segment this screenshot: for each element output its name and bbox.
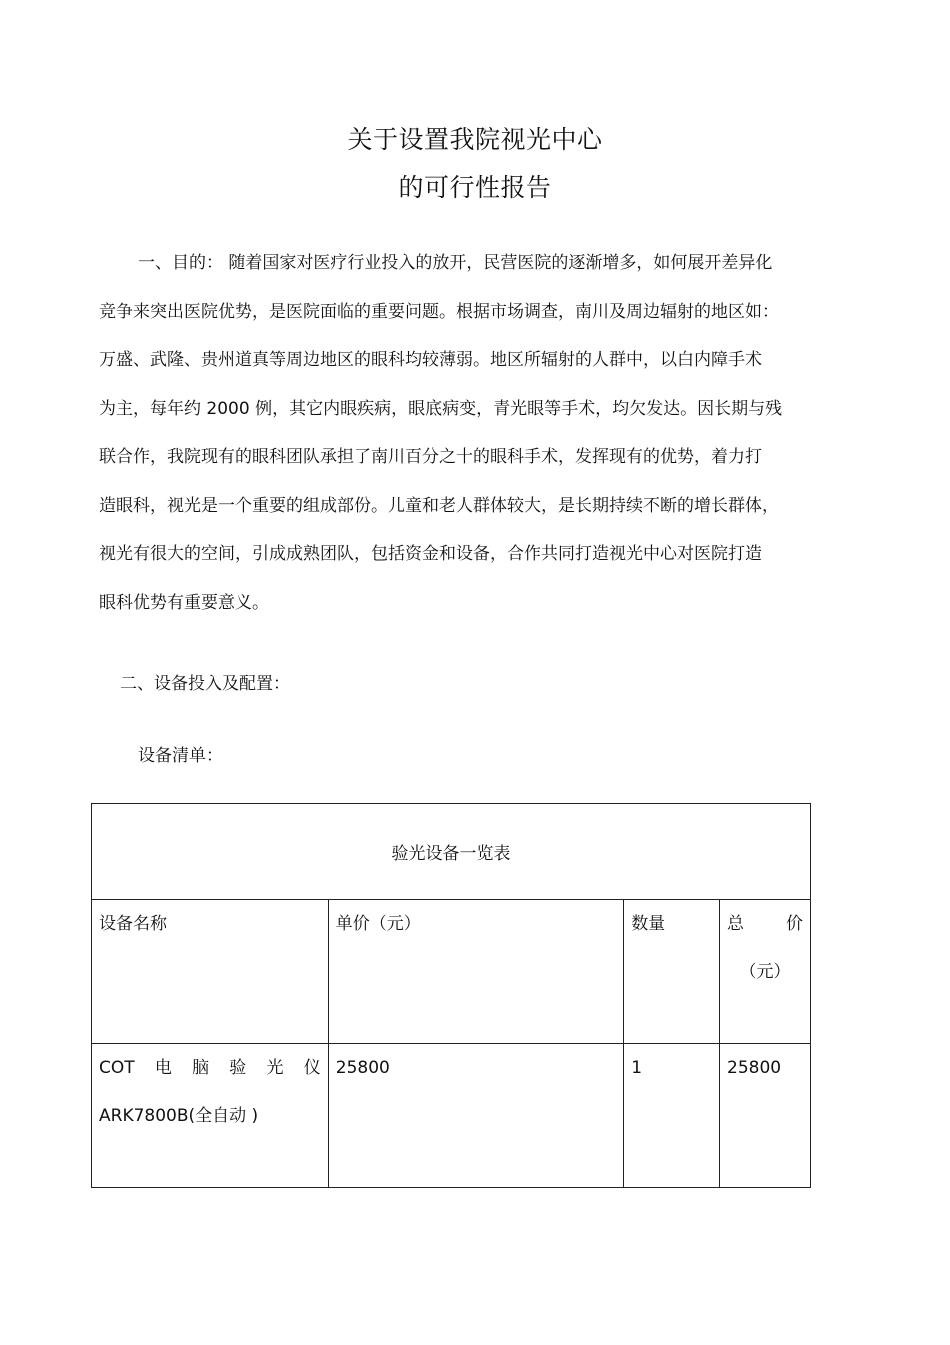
header-total-line: 总 价 bbox=[727, 914, 803, 934]
paragraph-line: 一、目的： 随着国家对医疗行业投入的放开，民营医院的逐渐增多，如何展开差异化 bbox=[138, 253, 773, 273]
paragraph-line: 眼科优势有重要意义。 bbox=[99, 592, 269, 613]
table-header-row bbox=[92, 900, 811, 1044]
table-row bbox=[92, 1044, 811, 1188]
header-total-price bbox=[720, 900, 811, 1044]
equipment-list-label: 设备清单： bbox=[138, 746, 223, 766]
header-unit-price: 单价（元） bbox=[328, 900, 623, 1044]
header-name: 设备名称 bbox=[92, 900, 329, 1044]
cell-equipment-name bbox=[92, 1044, 329, 1188]
header-total-unit: （元） bbox=[739, 962, 791, 982]
section1-purpose-paragraph bbox=[99, 239, 824, 627]
document-title-line1: 关于设置我院视光中心 bbox=[347, 125, 603, 154]
equipment-table bbox=[91, 803, 811, 1188]
paragraph-line: 为主，每年约 2000 例，其它内眼疾病，眼底病变，青光眼等手术，均欠发达。因长期与残 bbox=[99, 398, 783, 419]
header-quantity: 数量 bbox=[624, 900, 720, 1044]
paragraph-line: 造眼科，视光是一个重要的组成部份。儿童和老人群体较大，是长期持续不断的增长群体， bbox=[99, 495, 779, 516]
equipment-name-line2: ARK7800B(全自动 ) bbox=[99, 1106, 259, 1126]
paragraph-line: 万盛、武隆、贵州道真等周边地区的眼科均较薄弱。地区所辐射的人群中，以白内障手术 bbox=[99, 350, 762, 370]
paragraph-line: 联合作，我院现有的眼科团队承担了南川百分之十的眼科手术，发挥现有的优势，着力打 bbox=[99, 447, 762, 467]
section2-heading: 二、设备投入及配置： bbox=[120, 674, 290, 694]
document-title-line2: 的可行性报告 bbox=[398, 173, 552, 202]
cell-total: 25800 bbox=[720, 1044, 811, 1188]
table-caption: 验光设备一览表 bbox=[92, 804, 811, 900]
paragraph-line: 视光有很大的空间，引成成熟团队，包括资金和设备，合作共同打造视光中心对医院打造 bbox=[99, 544, 762, 564]
paragraph-line: 竞争来突出医院优势，是医院面临的重要问题。根据市场调查，南川及周边辐射的地区如： bbox=[99, 301, 779, 322]
equipment-name-line1: COT 电 脑 验 光 仪 bbox=[99, 1058, 321, 1078]
cell-unit-price: 25800 bbox=[328, 1044, 623, 1188]
cell-quantity: 1 bbox=[624, 1044, 720, 1188]
